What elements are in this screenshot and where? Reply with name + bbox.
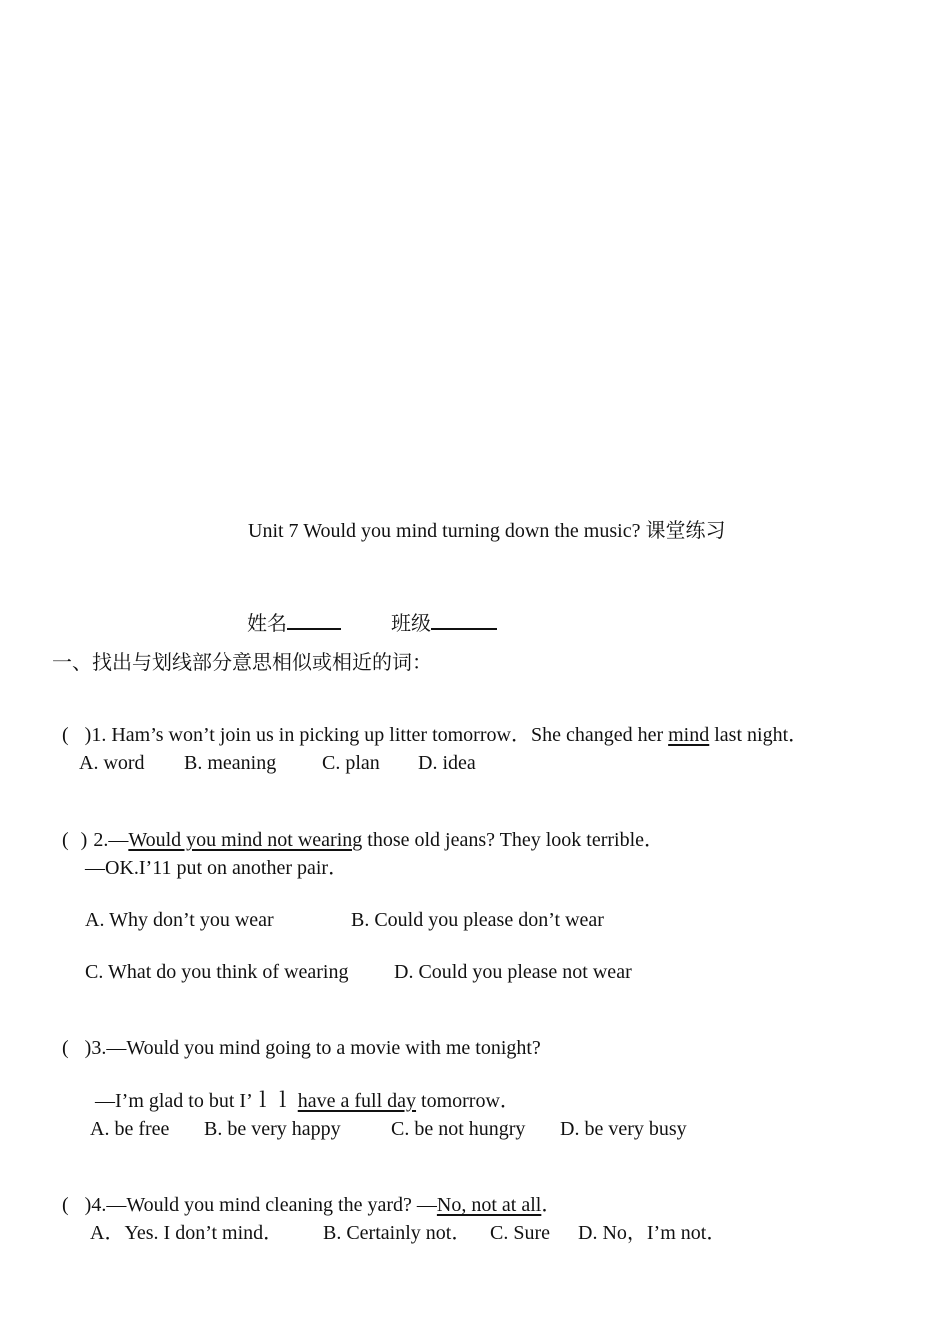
q1-option-a[interactable]: A. word (79, 752, 145, 774)
question-3 (52, 1012, 541, 1060)
answer-paren-close: ) (80, 829, 88, 851)
q3-option-a[interactable]: A. be free (90, 1118, 170, 1140)
question-text: 3.—Would you mind going to a movie with me tonight? (91, 1037, 541, 1059)
class-label: 班级 (391, 613, 431, 635)
question-2 (52, 804, 664, 852)
q1-option-c[interactable]: C. plan (322, 752, 380, 774)
q4-option-d[interactable]: D. No，I’m not． (578, 1222, 727, 1244)
name-label: 姓名 (247, 613, 287, 635)
q4-option-a[interactable]: A．Yes. I don’t mind． (90, 1222, 284, 1244)
q2-option-c[interactable]: C. What do you think of wearing (85, 961, 349, 983)
answer-paren-open: ( (62, 1037, 69, 1059)
answer-paren-close: ) (84, 724, 92, 746)
q3-option-b[interactable]: B. be very happy (204, 1118, 341, 1140)
question-text-end: ． (541, 1194, 562, 1216)
q2-option-a[interactable]: A. Why don’t you wear (85, 909, 274, 931)
answer-paren-close: ) (84, 1194, 92, 1216)
q2-reply: —OK.I’11 put on another pair． (85, 857, 349, 879)
q3-option-c[interactable]: C. be not hungry (391, 1118, 526, 1140)
q2-option-d[interactable]: D. Could you please not wear (394, 961, 632, 983)
q1-option-d[interactable]: D. idea (418, 752, 476, 774)
underlined-phrase: Would you mind not wearing (128, 829, 363, 851)
q2-option-b[interactable]: B. Could you please don’t wear (351, 909, 604, 931)
underlined-phrase: have a full day (297, 1090, 417, 1112)
reply-text: —I’m glad to but I’ｌｌ (95, 1090, 298, 1112)
reply-text-end: tomorrow． (416, 1090, 520, 1112)
page-title: Unit 7 Would you mind turning down the music? 课堂练习 (248, 520, 726, 542)
answer-paren-close: ) (84, 1037, 92, 1059)
answer-paren-open: ( (62, 1194, 69, 1216)
q1-option-b[interactable]: B. meaning (184, 752, 277, 774)
question-text-end: those old jeans? They look terrible． (362, 829, 665, 851)
class-blank[interactable] (431, 610, 497, 630)
student-info (237, 586, 497, 636)
q4-option-c[interactable]: C. Sure (490, 1222, 550, 1244)
question-text: 1. Ham’s won’t join us in picking up litter tomorrow．She changed her (91, 724, 669, 746)
q3-reply (85, 1065, 520, 1113)
underlined-phrase: No, not at all (436, 1194, 542, 1216)
name-blank[interactable] (287, 610, 341, 630)
question-text-end: last night． (709, 724, 809, 746)
q4-option-b[interactable]: B. Certainly not． (323, 1222, 472, 1244)
answer-paren-open: ( (62, 829, 69, 851)
answer-paren-open: ( (62, 724, 69, 746)
underlined-phrase: mind (668, 724, 710, 746)
question-4 (52, 1169, 561, 1217)
q3-option-d[interactable]: D. be very busy (560, 1118, 687, 1140)
question-text: 4.—Would you mind cleaning the yard? — (91, 1194, 437, 1216)
question-1 (52, 699, 808, 747)
question-text: 2.— (93, 829, 129, 851)
section-heading: 一、找出与划线部分意思相似或相近的词： (52, 652, 432, 674)
